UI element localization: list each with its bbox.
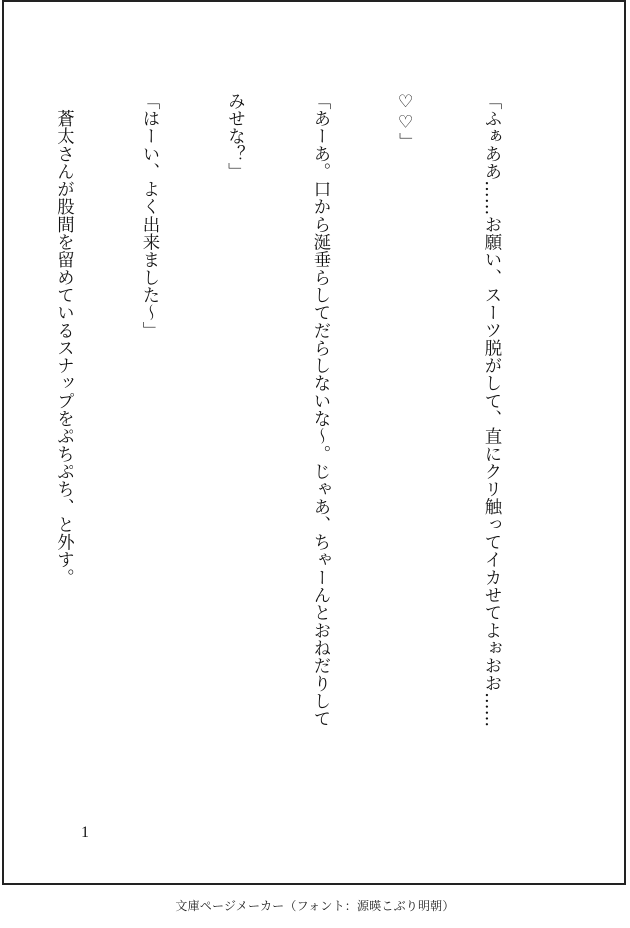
footer-caption: 文庫ページメーカー（フォント：源暎こぶり明朝）: [175, 899, 455, 913]
text-line: みせな？」: [224, 92, 245, 181]
text-line: ♡♡」: [395, 92, 416, 151]
text-line: 「ふぁああ……お願い、スーツ脱がして、直にクリ触ってイカせてよぉおお……: [481, 92, 501, 728]
page-number: 1: [81, 824, 89, 841]
text-line: 蒼太さんが股間を留めているスナップをぷちぷち、と外す。: [53, 92, 74, 587]
text-line: 「はーい、よく出来ました～」: [139, 92, 159, 340]
text-line: 「あーあ。口から涎垂らしてだらしないな～。じゃあ、ちゃーんとおねだりして: [310, 92, 330, 728]
vertical-text-body: [53, 92, 562, 812]
